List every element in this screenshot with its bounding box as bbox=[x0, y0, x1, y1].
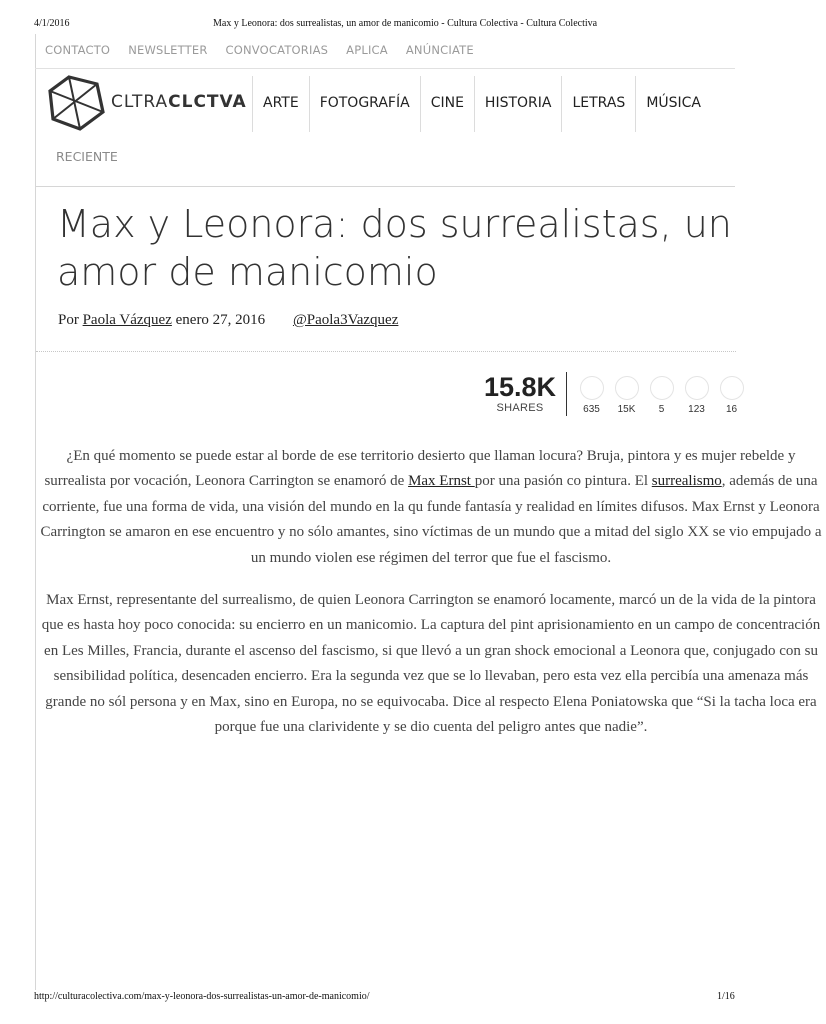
nav-item-reciente[interactable]: RECIENTE bbox=[56, 149, 118, 164]
share-5-icon bbox=[720, 376, 744, 400]
max-ernst-link[interactable]: Max Ernst bbox=[408, 473, 475, 490]
nav-item-fotografia[interactable]: FOTOGRAFÍA bbox=[309, 76, 420, 132]
paragraph-1-text-a: ¿En qué momento se puede estar al borde de ese territorio desierto que llaman locura? Bruja, pintora y es mujer rebelde y surrealista por vocación, Leonora Carrington se enamoró de bbox=[44, 448, 796, 490]
brand-wordmark[interactable] bbox=[111, 92, 247, 112]
top-link-aplica[interactable]: APLICA bbox=[346, 43, 388, 57]
nav-item-letras[interactable]: LETRAS bbox=[561, 76, 635, 132]
paragraph-1-text-b: por una pasión co pintura. El bbox=[474, 473, 652, 490]
article-body bbox=[36, 444, 826, 757]
main-nav bbox=[252, 76, 711, 132]
share-4-icon bbox=[685, 376, 709, 400]
publish-date: enero 27, 2016 bbox=[175, 312, 266, 328]
byline-prefix: Por bbox=[58, 312, 79, 328]
share-total bbox=[484, 372, 556, 414]
share-count-2: 15K bbox=[617, 404, 636, 415]
share-count-3: 5 bbox=[658, 404, 665, 415]
byline bbox=[58, 312, 398, 329]
print-date: 4/1/2016 bbox=[34, 18, 70, 29]
nav-item-cine[interactable]: CINE bbox=[420, 76, 474, 132]
surrealismo-link[interactable]: surrealismo bbox=[651, 473, 722, 490]
print-url: http://culturacolectiva.com/max-y-leonora-dos-surrealistas-un-amor-de-manicomio/ bbox=[34, 991, 370, 1002]
share-1-icon bbox=[580, 376, 604, 400]
share-button-1[interactable] bbox=[578, 376, 605, 415]
print-page-title: Max y Leonora: dos surrealistas, un amor de manicomio - Cultura Colectiva - Cultura Colectiva bbox=[213, 18, 598, 29]
print-page-number: 1/16 bbox=[717, 991, 735, 1002]
byline-divider bbox=[36, 351, 736, 352]
article-title bbox=[57, 200, 757, 296]
share-total-number: 15.8K bbox=[484, 372, 557, 402]
paragraph-2: Max Ernst, representante del surrealismo, de quien Leonora Carrington se enamoró locamente, marcó un de la vida de la pintora que es hasta hoy poco conocida: su encierro en un manicomio. La captura del pint aprisionamiento en un campo de concentración en Les Milles, Francia, durante el ascenso del fascismo, si que llevó a un gran shock emocional a Leonora que, conjugado con su sensibilidad política, desencaden encierro. Era la segunda vez que se lo llevaban, pero esta vez ella percibía una amenaza más grande no sól persona y en Max, sino en Europa, no se equivocaba. Dice al respecto Elena Poniatowska que “Si la tacha loca era porque fue una clarividente y se dio cuenta del peligro antes que nadie”. bbox=[41, 592, 821, 736]
share-3-icon bbox=[650, 376, 674, 400]
share-count-1: 635 bbox=[583, 404, 600, 415]
paragraph-1-text-c: , además de una corriente, fue una forma de vida, una visión del mundo en la qu funde fantasía y realidad en límites difusos. Max Ernst y Leonora Carrington se amaron en ese encuentro y no sólo amantes, sino víctimas de un mundo que a mitad del siglo XX se vio empujado a un mundo violen ese régimen del terror que fue el fascismo. bbox=[40, 473, 822, 566]
share-divider bbox=[566, 372, 567, 416]
share-button-4[interactable] bbox=[683, 376, 710, 415]
share-count-5: 16 bbox=[725, 404, 738, 415]
top-link-convocatorias[interactable]: CONVOCATORIAS bbox=[225, 43, 329, 57]
author-link[interactable]: Paola Vázquez bbox=[82, 312, 172, 328]
nav-item-historia[interactable]: HISTORIA bbox=[474, 76, 562, 132]
nav-item-musica[interactable]: MÚSICA bbox=[635, 76, 711, 132]
top-links bbox=[45, 43, 492, 57]
share-2-icon bbox=[615, 376, 639, 400]
share-buttons bbox=[578, 376, 745, 415]
brand-bold: CLCTVA bbox=[168, 92, 247, 112]
article-top-rule bbox=[35, 186, 735, 187]
share-button-3[interactable] bbox=[648, 376, 675, 415]
author-twitter-link[interactable]: @Paola3Vazquez bbox=[292, 312, 399, 328]
top-link-contacto[interactable]: CONTACTO bbox=[45, 43, 111, 57]
share-total-label: SHARES bbox=[496, 402, 544, 414]
top-link-newsletter[interactable]: NEWSLETTER bbox=[128, 43, 208, 57]
share-count-4: 123 bbox=[688, 404, 705, 415]
paragraph-1 bbox=[36, 444, 826, 571]
top-rule bbox=[35, 68, 735, 69]
article-title-line-1: Max y Leonora: dos surrealistas, un bbox=[57, 202, 732, 246]
article-title-line-2: amor de manicomio bbox=[57, 250, 438, 294]
brand-light: CLTRA bbox=[111, 92, 169, 112]
cultura-colectiva-logo-icon[interactable] bbox=[47, 74, 105, 132]
share-button-5[interactable] bbox=[718, 376, 745, 415]
top-link-anunciate[interactable]: ANÚNCIATE bbox=[405, 43, 474, 57]
nav-item-arte[interactable]: ARTE bbox=[252, 76, 309, 132]
share-button-2[interactable] bbox=[613, 376, 640, 415]
